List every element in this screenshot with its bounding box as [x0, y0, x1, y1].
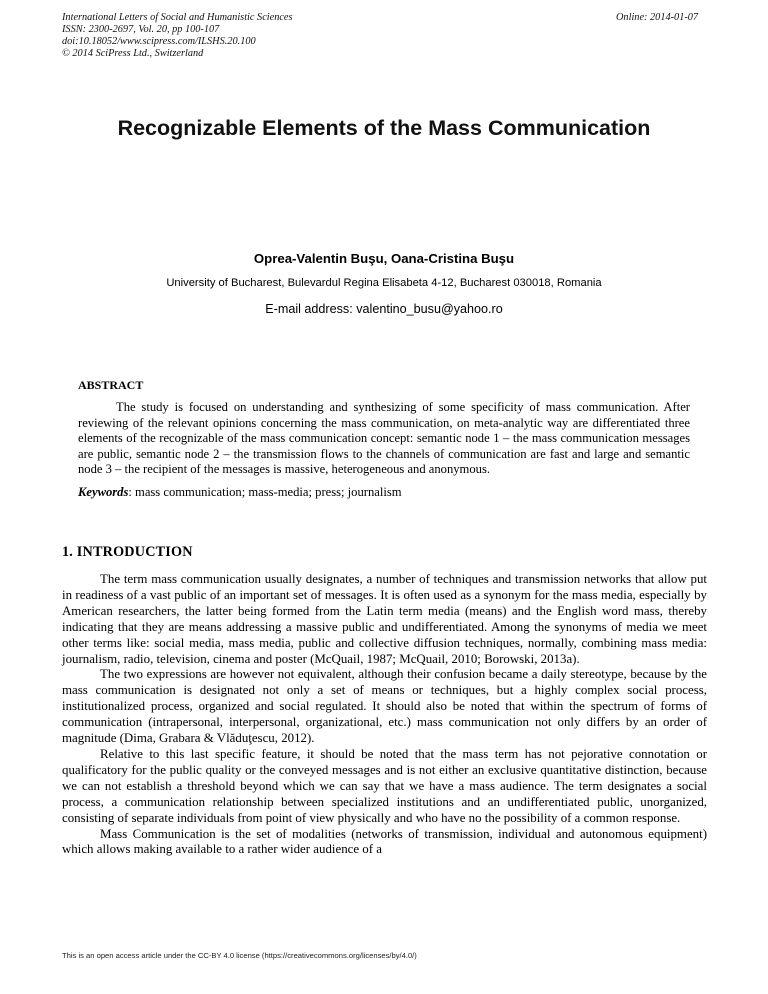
section-heading: 1. INTRODUCTION	[62, 544, 193, 560]
online-date: Online: 2014-01-07	[616, 12, 699, 23]
body-paragraph: The two expressions are however not equivalent, although their confusion became a daily stereotype, because by the mass communication is designated not only a set of means or techniques, but a highly complex social process, institutionalized process, organized and social regulated. It should also be noted that within the spectrum of forms of communication (intrapersonal, interpersonal, organizational, etc.) mass communication not only differs by an order of magnitude (Dima, Grabara & Vlăduţescu, 2012).	[62, 667, 707, 746]
journal-header	[62, 12, 293, 60]
copyright-line: © 2014 SciPress Ltd., Switzerland	[62, 48, 204, 59]
doi-line: doi:10.18052/www.scipress.com/ILSHS.20.100	[62, 36, 256, 47]
journal-name: International Letters of Social and Humanistic Sciences	[62, 12, 293, 23]
keywords-label: Keywords	[78, 485, 129, 499]
email-address: E-mail address: valentino_busu@yahoo.ro	[265, 302, 503, 316]
keywords	[78, 485, 402, 500]
body-paragraph: The term mass communication usually designates, a number of techniques and transmission networks that allow put in readiness of a vast public of an important set of messages. It is often used as a synonym for the mass media, especially by American researchers, the latter being formed from the Latin term media (means) and the English word mass, thereby indicating that they are means addressing a massive public and undifferentiated. Among the synonyms of media we meet other terms like: social media, mass media, public and collective diffusion techniques, normally, combining mass media: journalism, radio, television, cinema and poster (McQuail, 1987; McQuail, 2010; Borowski, 2013a).	[62, 572, 707, 666]
issn-line: ISSN: 2300-2697, Vol. 20, pp 100-107	[62, 24, 220, 35]
abstract-heading: ABSTRACT	[78, 378, 144, 392]
license-footer: This is an open access article under the CC-BY 4.0 license (https://creativecommons.org/licenses/by/4.0/)	[62, 951, 417, 960]
affiliation: University of Bucharest, Bulevardul Regina Elisabeta 4-12, Bucharest 030018, Romania	[166, 277, 602, 289]
section-body	[62, 572, 707, 858]
body-paragraph: Mass Communication is the set of modalities (networks of transmission, individual and autonomous equipment) which allows making available to a rather wider audience of a	[62, 826, 707, 857]
paper-title: Recognizable Elements of the Mass Communication	[117, 116, 651, 140]
abstract-text: The study is focused on understanding and synthesizing of some specificity of mass communication. After reviewing of the relevant opinions concerning the mass communication, on meta-analytic way are differentiated three elements of the recognizable of the mass communication concept: semantic node 1 – the mass communication messages are public, semantic node 2 – the transmission flows to the channels of communication are fast and large and semantic node 3 – the recipient of the messages is massive, heterogeneous and anonymous.	[78, 400, 690, 477]
authors: Oprea-Valentin Buşu, Oana-Cristina Buşu	[253, 251, 515, 266]
body-paragraph: Relative to this last specific feature, it should be noted that the mass term has not pejorative connotation or qualificatory for the public quality or the conveyed messages and is not either an exclusive quantitative distinction, because we can not establish a threshold beyond which we can say that we have a mass audience. The term designates a social process, a communication relationship between specialized institutions and an undifferentiated public, unorganized, consisting of separate individuals from point of view physically and who have no the possibility of a common response.	[62, 746, 707, 825]
keywords-text: : mass communication; mass-media; press; journalism	[128, 485, 402, 499]
